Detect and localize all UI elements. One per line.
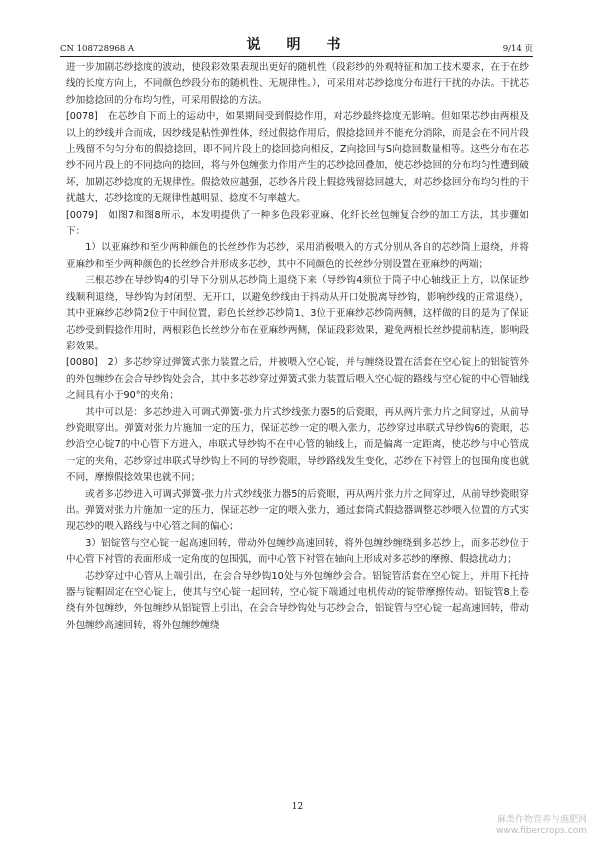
paragraph-0080: [0080] 2）多芯纱穿过弹簧式张力装置之后，并被喂入空心锭，并与缠绕设置在活套在空心锭上的铝锭管外的外包缠纱在会合导纱钩处会合，其中多芯纱穿过弹簧式张力装置后喂入空心锭的路线与空心锭的中心管轴线之间具有小于90°的夹角； <box>66 357 529 402</box>
paragraph-0078: [0078] 在芯纱自下而上的运动中，如果期间受到假捻作用，对芯纱最终捻度无影响。但如果芯纱由两根及以上的纱线并合而成，因纱线是粘性弹性体，经过假捻作用后，假捻捻回并不能充分消除，而是会在不同片段上残留不匀匀分布的假捻捻回，即不同片段上的捻回捻向相反，Z向捻回与S向捻回数量相等。这些分布在芯纱不同片段上的不同捻向的捻回，将与外包缠张力作用产生的芯纱捻回叠加，使芯纱捻回的分布均匀性遭到破坏，加剧芯纱捻度的无规律性。假捻效应越强，芯纱各片段上假捻残留捻回越大，对芯纱捻回分布均匀性的干扰越大，芯纱捻度的无规律性越明显、捻度不匀率越大。 <box>66 111 529 205</box>
document-title: 说 明 书 <box>246 37 347 53</box>
watermark-line-1: 麻类作物营养与施肥网 <box>496 815 587 825</box>
page-header <box>60 32 533 57</box>
document-number: CN 108728968 A <box>60 44 135 54</box>
document-body <box>66 60 529 634</box>
page-of-indicator: 9/14 页 <box>502 44 533 54</box>
site-watermark <box>496 815 587 837</box>
paragraph-continuation: 进一步加剧芯纱捻度的波动，使段彩效果表现出更好的随机性（段彩纱的外观特征和加工技术要求，在于在纱线的长度方向上，不同颜色纱段分布的随机性、无规律性。），可采用对芯纱捻度分布进行干扰的办法。干扰芯纱加捻捻回的分布均匀性，可采用假捻的方法。 <box>66 62 529 106</box>
step-2-option-a: 其中可以是：多芯纱进入可调式弹簧-张力片式纱线张力器5的后瓷眼，再从两片张力片之间穿过，从前导纱瓷眼穿出。弹簧对张力片施加一定的压力，保证芯纱一定的喂入张力，芯纱穿过串联式导纱钩6的瓷眼，芯纱沿空心锭7的中心管下方进入，串联式导纱钩不在中心管的轴线上，而是偏离一定距离，使芯纱与中心管成一定的夹角，芯纱穿过串联式导纱钩上不同的导纱瓷眼，导纱路线发生变化，芯纱在下衬管上的包围角度也就不同，摩擦假捻效果也就不同； <box>66 406 529 484</box>
paragraph-0079: [0079] 如图7和图8所示，本发明提供了一种多色段彩亚麻、化纤长丝包缠复合纱的加工方法，其步骤如下： <box>66 209 529 238</box>
step-3-detail: 芯纱穿过中心管从上端引出，在会合导纱钩10处与外包缠纱会合。铝锭管活套在空心锭上，并用下托持器与锭帽固定在空心锭上，使其与空心锭一起回转，空心锭下端通过电机传动的锭带摩擦传动。铝锭管8上卷绕有外包缠纱，外包缠纱从铝锭管上引出，在会合导纱钩处与芯纱会合，铝锭管与空心锭一起高速回转，带动外包缠纱高速回转，将外包缠纱缠绕 <box>66 570 529 631</box>
page-number: 12 <box>291 802 304 812</box>
watermark-line-2: www.fibercrops.com <box>496 826 587 836</box>
step-1: 1）以亚麻纱和至少两种颜色的长丝纱作为芯纱，采用消极喂入的方式分别从各自的芯纱筒上退绕，并将亚麻纱和至少两种颜色的长丝纱合并形成多芯纱，其中不同颜色的长丝纱分别设置在亚麻纱的两端； <box>66 242 529 270</box>
step-2-option-b: 或者多芯纱进入可调式弹簧-张力片式纱线张力器5的后瓷眼，再从两片张力片之间穿过，从前导纱瓷眼穿出。弹簧对张力片施加一定的压力，保证芯纱一定的喂入张力，通过套筒式假捻器调整芯纱喂入位置的方式实现芯纱的喂入路线与中心管之间的偏心； <box>66 488 529 533</box>
step-3: 3）铝锭管与空心锭一起高速回转，带动外包缠纱高速回转，将外包缠纱缠绕到多芯纱上，而多芯纱位于中心管下衬管的表面形成一定角度的包围弧，而中心管下衬管在轴向上形成对多芯纱的摩擦、假捻扰动力； <box>66 537 529 566</box>
step-1-detail: 三根芯纱在导纱钩4的引导下分别从芯纱筒上退绕下来（导纱钩4须位于筒子中心轴线正上方，以保证纱线顺利退绕，导纱钩为封闭型、无开口，以避免纱线由于抖动从开口处脱离导纱钩，影响纱线的正常退绕），其中亚麻纱芯纱筒2位于中间位置，彩色长丝纱芯纱筒1、3位于亚麻纱芯纱筒两侧，这样做的目的是为了保证芯纱受到假捻作用时，两根彩色长丝纱分布在亚麻纱两侧，保证段彩效果，避免两根长丝纱提前粘连，影响段彩效果。 <box>66 275 529 352</box>
